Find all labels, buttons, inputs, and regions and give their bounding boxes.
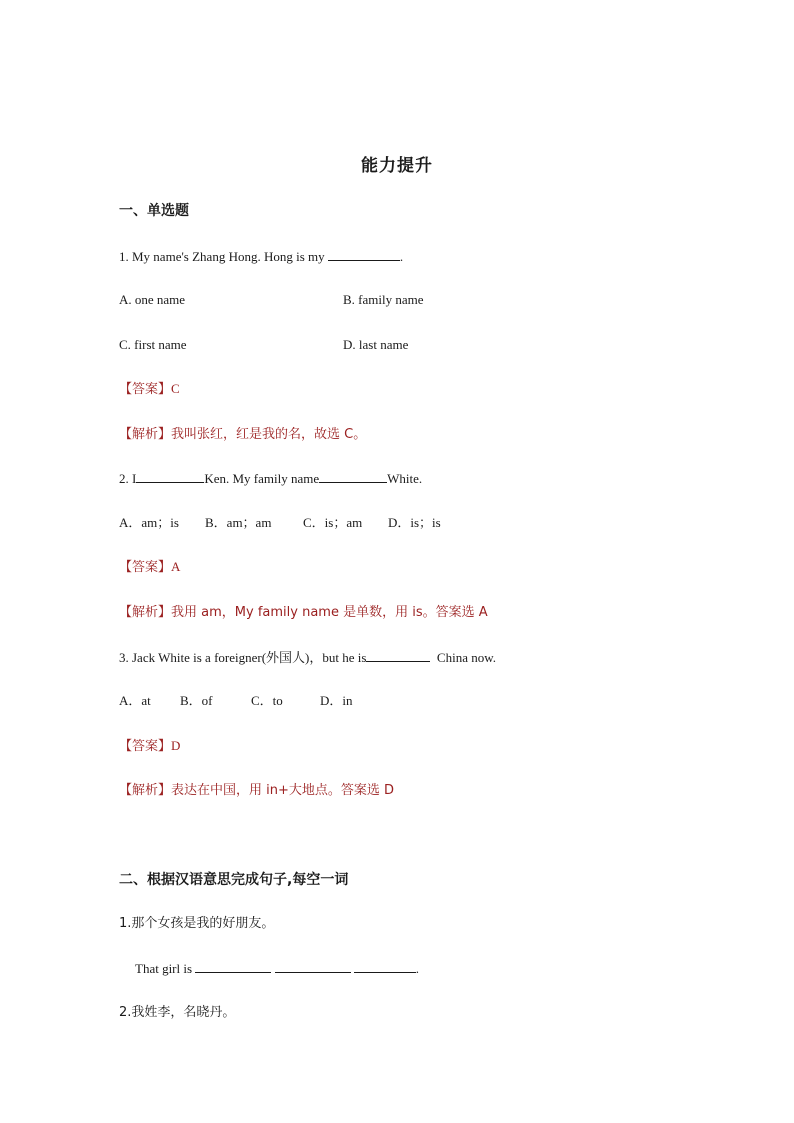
- option-a: A．am；is: [119, 515, 179, 530]
- question-1-answer: [119, 380, 180, 399]
- question-3-part-1: 3. Jack White is a foreigner(外国人)，but he is: [119, 650, 367, 665]
- question-3-part-2: China now.: [436, 650, 497, 665]
- option-c: C．is；am: [303, 515, 363, 530]
- answer-blank: [319, 469, 387, 483]
- question-2-1-sentence: [135, 959, 419, 978]
- answer-blank: [136, 469, 204, 483]
- option-a: A．at: [119, 693, 151, 708]
- question-2-part-3: White.: [387, 471, 423, 486]
- question-1-text: 1. My name's Zhang Hong. Hong is my: [119, 249, 325, 264]
- question-1-suffix: .: [399, 249, 404, 264]
- answer-value: D: [171, 738, 181, 753]
- question-2-options: [119, 514, 441, 532]
- question-2-part-1: 2. I: [119, 471, 137, 486]
- question-3: [119, 648, 496, 667]
- sentence-suffix: .: [415, 961, 420, 976]
- section-heading-complete-sentences: 二、根据汉语意思完成句子,每空一词: [119, 872, 349, 888]
- question-1: [119, 247, 403, 266]
- analysis-label: 【解析】: [119, 427, 172, 442]
- question-3-options: [119, 692, 353, 710]
- answer-label: 【答案】: [119, 560, 172, 575]
- question-2-1-prompt: 1.那个女孩是我的好朋友。: [119, 916, 275, 931]
- sentence-prefix: That girl is: [135, 961, 193, 976]
- question-2-analysis: [119, 603, 488, 622]
- analysis-text: 表达在中国，用 in+大地点。答案选 D: [171, 783, 395, 798]
- question-2-answer: [119, 558, 180, 577]
- answer-blank: [354, 959, 416, 973]
- question-1-analysis: [119, 425, 366, 444]
- option-b: B．of: [180, 693, 213, 708]
- section-heading-multiple-choice: 一、单选题: [119, 203, 189, 219]
- option-d: D. last name: [343, 337, 409, 352]
- option-b: B. family name: [343, 292, 424, 307]
- question-2-2-prompt: 2.我姓李，名晓丹。: [119, 1005, 236, 1020]
- answer-blank: [195, 959, 271, 973]
- analysis-label: 【解析】: [119, 783, 172, 798]
- option-c: C．to: [251, 693, 283, 708]
- analysis-text: 我用 am，My family name 是单数，用 is。答案选 A: [171, 605, 488, 620]
- answer-value: A: [171, 559, 181, 574]
- answer-value: C: [171, 381, 180, 396]
- question-2-part-2: Ken. My family name: [204, 471, 320, 486]
- option-d: D．is；is: [388, 515, 441, 530]
- option-b: B．am；am: [205, 515, 272, 530]
- analysis-label: 【解析】: [119, 605, 172, 620]
- answer-blank: [366, 648, 430, 662]
- answer-blank: [328, 247, 400, 261]
- answer-label: 【答案】: [119, 382, 172, 397]
- answer-blank: [275, 959, 351, 973]
- analysis-text: 我叫张红，红是我的名，故选 C。: [171, 427, 367, 442]
- answer-label: 【答案】: [119, 739, 172, 754]
- option-d: D．in: [320, 693, 353, 708]
- option-a: A. one name: [119, 292, 186, 307]
- question-2: [119, 469, 422, 488]
- question-3-answer: [119, 737, 180, 756]
- option-c: C. first name: [119, 337, 187, 352]
- question-3-analysis: [119, 781, 394, 800]
- page-title: 能力提升: [361, 156, 433, 176]
